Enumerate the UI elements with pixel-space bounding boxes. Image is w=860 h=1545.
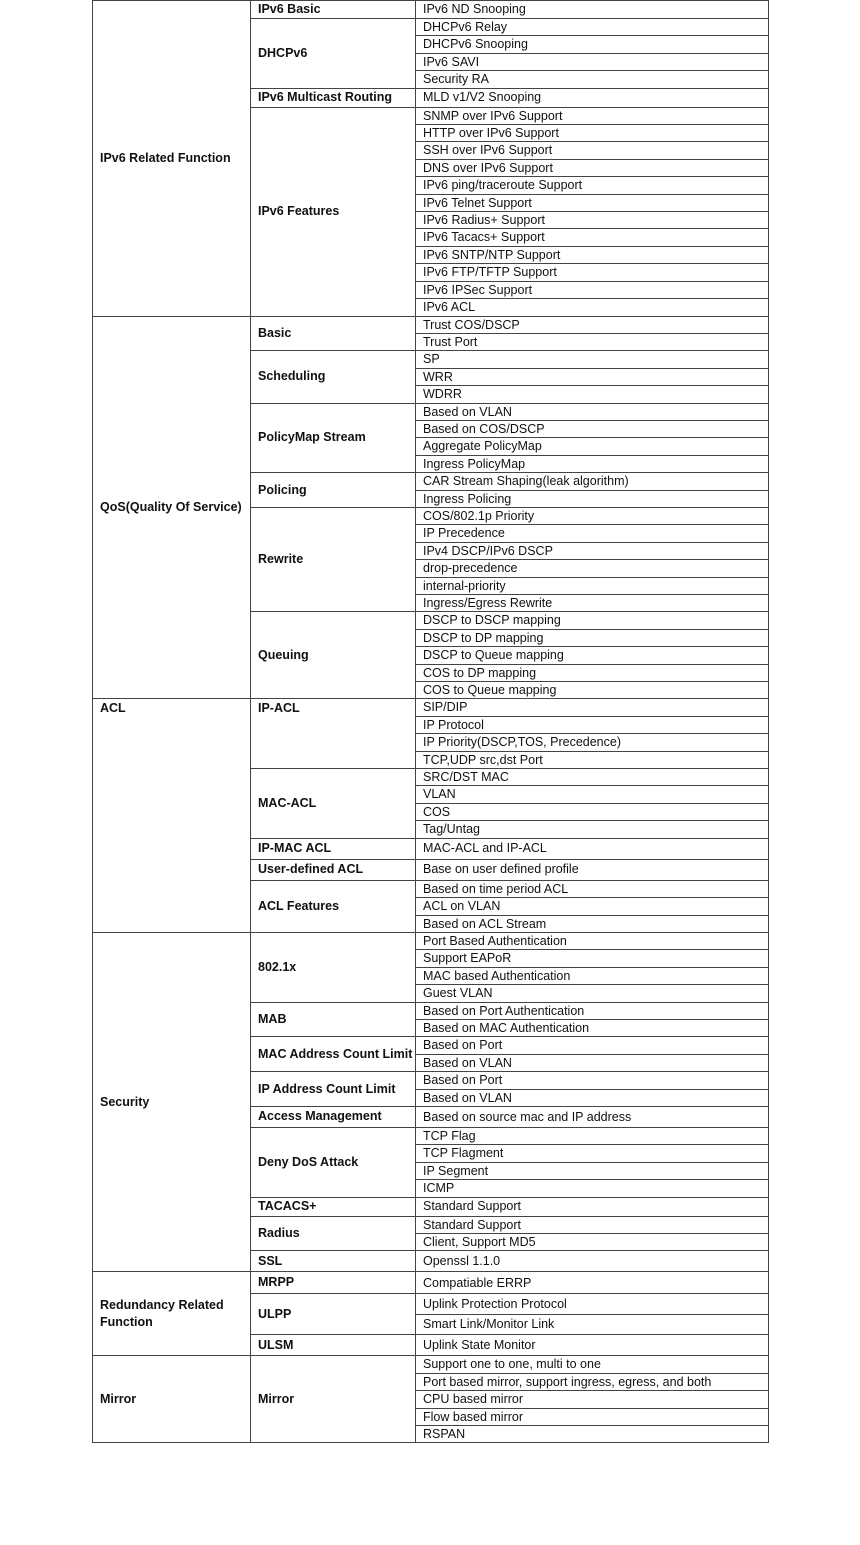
subcategory-cell: 802.1x <box>251 932 416 1002</box>
feature-cell: ICMP <box>416 1180 769 1197</box>
feature-cell: Based on COS/DSCP <box>416 420 769 437</box>
subcategory-cell: MAC Address Count Limit <box>251 1037 416 1072</box>
feature-cell: Ingress/Egress Rewrite <box>416 595 769 612</box>
subcategory-cell: Rewrite <box>251 507 416 611</box>
subcategory-cell: IPv6 Multicast Routing <box>251 88 416 107</box>
feature-cell: DNS over IPv6 Support <box>416 159 769 176</box>
feature-spec-table <box>92 0 769 1443</box>
feature-cell: SRC/DST MAC <box>416 769 769 786</box>
feature-cell: Port Based Authentication <box>416 932 769 949</box>
feature-cell: Uplink State Monitor <box>416 1335 769 1356</box>
subcategory-cell: ULPP <box>251 1294 416 1335</box>
subcategory-cell: IP Address Count Limit <box>251 1072 416 1107</box>
table-row <box>93 1272 769 1294</box>
subcategory-cell: MRPP <box>251 1272 416 1294</box>
feature-cell: Based on VLAN <box>416 403 769 420</box>
feature-cell: DSCP to DSCP mapping <box>416 612 769 629</box>
feature-cell: IPv6 ping/traceroute Support <box>416 177 769 194</box>
subcategory-cell: SSL <box>251 1251 416 1272</box>
feature-cell: SP <box>416 351 769 368</box>
feature-cell: Smart Link/Monitor Link <box>416 1314 769 1335</box>
subcategory-cell: IPv6 Features <box>251 107 416 316</box>
feature-cell: IPv6 ND Snooping <box>416 1 769 19</box>
category-cell: Security <box>93 932 251 1272</box>
feature-cell: MAC-ACL and IP-ACL <box>416 838 769 859</box>
feature-cell: TCP,UDP src,dst Port <box>416 751 769 768</box>
subcategory-cell: Radius <box>251 1216 416 1251</box>
subcategory-cell: Scheduling <box>251 351 416 403</box>
subcategory-cell: ACL Features <box>251 880 416 932</box>
feature-cell: DSCP to DP mapping <box>416 629 769 646</box>
feature-cell: ACL on VLAN <box>416 898 769 915</box>
spec-table-body <box>93 1 769 1443</box>
feature-cell: Trust COS/DSCP <box>416 316 769 333</box>
table-row <box>93 932 769 949</box>
feature-cell: DHCPv6 Relay <box>416 19 769 36</box>
subcategory-cell: Policing <box>251 473 416 508</box>
feature-cell: TCP Flag <box>416 1127 769 1144</box>
feature-cell: WDRR <box>416 386 769 403</box>
feature-cell: IP Protocol <box>416 716 769 733</box>
category-cell: ACL <box>93 699 251 932</box>
feature-cell: DHCPv6 Snooping <box>416 36 769 53</box>
feature-cell: Based on VLAN <box>416 1054 769 1071</box>
feature-cell: RSPAN <box>416 1426 769 1443</box>
subcategory-cell: Mirror <box>251 1356 416 1443</box>
feature-cell: Support one to one, multi to one <box>416 1356 769 1373</box>
feature-cell: Security RA <box>416 71 769 88</box>
feature-cell: Based on time period ACL <box>416 880 769 897</box>
feature-cell: Based on ACL Stream <box>416 915 769 932</box>
feature-cell: IPv6 SNTP/NTP Support <box>416 246 769 263</box>
feature-cell: Aggregate PolicyMap <box>416 438 769 455</box>
subcategory-cell: IPv6 Basic <box>251 1 416 19</box>
feature-cell: Compatiable ERRP <box>416 1272 769 1294</box>
feature-cell: COS to DP mapping <box>416 664 769 681</box>
feature-cell: Support EAPoR <box>416 950 769 967</box>
feature-cell: IPv6 Telnet Support <box>416 194 769 211</box>
category-cell: IPv6 Related Function <box>93 1 251 317</box>
feature-cell: HTTP over IPv6 Support <box>416 125 769 142</box>
subcategory-cell: User-defined ACL <box>251 859 416 880</box>
table-row <box>93 1 769 19</box>
feature-cell: Based on Port Authentication <box>416 1002 769 1019</box>
feature-cell: Trust Port <box>416 333 769 350</box>
feature-cell: COS/802.1p Priority <box>416 507 769 524</box>
feature-cell: Based on Port <box>416 1072 769 1089</box>
feature-cell: WRR <box>416 368 769 385</box>
feature-cell: TCP Flagment <box>416 1145 769 1162</box>
feature-cell: IPv6 Tacacs+ Support <box>416 229 769 246</box>
table-row <box>93 699 769 716</box>
feature-cell: IP Priority(DSCP,TOS, Precedence) <box>416 734 769 751</box>
feature-cell: MLD v1/V2 Snooping <box>416 88 769 107</box>
feature-cell: IP Segment <box>416 1162 769 1179</box>
category-cell: Redundancy Related Function <box>93 1272 251 1356</box>
subcategory-cell: ULSM <box>251 1335 416 1356</box>
category-cell: Mirror <box>93 1356 251 1443</box>
subcategory-cell: DHCPv6 <box>251 19 416 89</box>
feature-cell: SNMP over IPv6 Support <box>416 107 769 124</box>
feature-cell: IPv6 ACL <box>416 299 769 316</box>
feature-cell: Client, Support MD5 <box>416 1234 769 1251</box>
feature-cell: IPv6 IPSec Support <box>416 281 769 298</box>
feature-cell: IPv6 Radius+ Support <box>416 212 769 229</box>
subcategory-cell: Access Management <box>251 1106 416 1127</box>
feature-cell: COS to Queue mapping <box>416 682 769 699</box>
table-row <box>93 1356 769 1373</box>
feature-cell: IPv6 SAVI <box>416 53 769 70</box>
category-cell: QoS(Quality Of Service) <box>93 316 251 699</box>
feature-cell: Openssl 1.1.0 <box>416 1251 769 1272</box>
feature-cell: Ingress PolicyMap <box>416 455 769 472</box>
feature-cell: Tag/Untag <box>416 821 769 838</box>
feature-cell: IP Precedence <box>416 525 769 542</box>
feature-cell: Ingress Policing <box>416 490 769 507</box>
feature-cell: SSH over IPv6 Support <box>416 142 769 159</box>
subcategory-cell: IP-MAC ACL <box>251 838 416 859</box>
feature-cell: IPv6 FTP/TFTP Support <box>416 264 769 281</box>
feature-cell: Uplink Protection Protocol <box>416 1294 769 1315</box>
feature-cell: VLAN <box>416 786 769 803</box>
feature-cell: Standard Support <box>416 1216 769 1233</box>
subcategory-cell: Deny DoS Attack <box>251 1127 416 1197</box>
feature-cell: IPv4 DSCP/IPv6 DSCP <box>416 542 769 559</box>
feature-cell: DSCP to Queue mapping <box>416 647 769 664</box>
feature-cell: Base on user defined profile <box>416 859 769 880</box>
feature-cell: CAR Stream Shaping(leak algorithm) <box>416 473 769 490</box>
subcategory-cell: TACACS+ <box>251 1197 416 1216</box>
subcategory-cell: IP-ACL <box>251 699 416 769</box>
feature-cell: Flow based mirror <box>416 1408 769 1425</box>
feature-cell: Based on source mac and IP address <box>416 1106 769 1127</box>
feature-cell: CPU based mirror <box>416 1391 769 1408</box>
feature-cell: Based on VLAN <box>416 1089 769 1106</box>
feature-cell: COS <box>416 803 769 820</box>
feature-cell: Standard Support <box>416 1197 769 1216</box>
subcategory-cell: PolicyMap Stream <box>251 403 416 473</box>
feature-cell: Guest VLAN <box>416 985 769 1002</box>
feature-cell: internal-priority <box>416 577 769 594</box>
feature-cell: Port based mirror, support ingress, egress, and both <box>416 1373 769 1390</box>
feature-cell: Based on MAC Authentication <box>416 1019 769 1036</box>
subcategory-cell: Basic <box>251 316 416 351</box>
feature-cell: SIP/DIP <box>416 699 769 716</box>
subcategory-cell: Queuing <box>251 612 416 699</box>
feature-cell: Based on Port <box>416 1037 769 1054</box>
subcategory-cell: MAC-ACL <box>251 769 416 839</box>
subcategory-cell: MAB <box>251 1002 416 1037</box>
feature-cell: MAC based Authentication <box>416 967 769 984</box>
feature-cell: drop-precedence <box>416 560 769 577</box>
table-row <box>93 316 769 333</box>
